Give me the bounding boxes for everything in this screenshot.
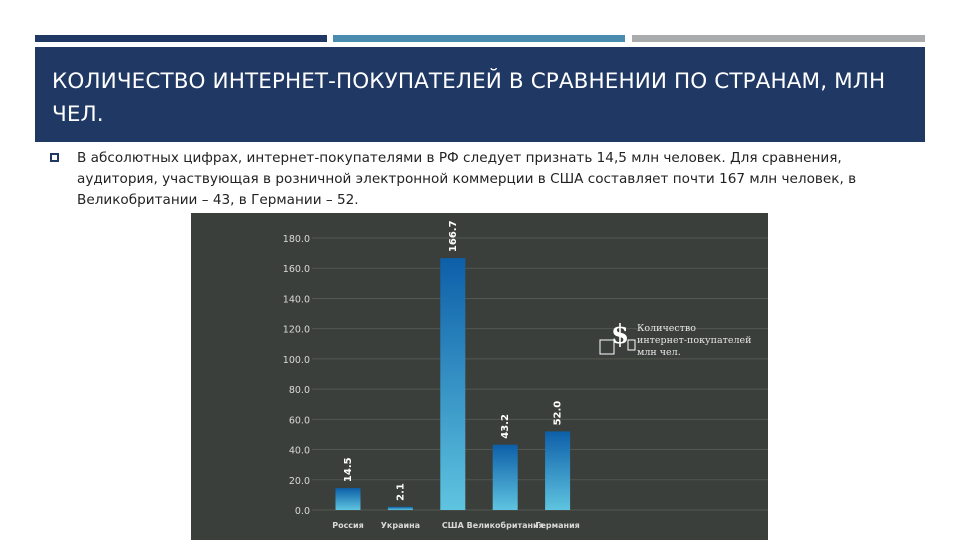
accent-bar-blue <box>333 35 625 42</box>
x-axis-labels <box>332 520 580 530</box>
title-banner <box>35 47 925 142</box>
y-tick-label: 140.0 <box>282 294 310 306</box>
bar <box>388 507 413 510</box>
chart-legend <box>600 320 751 358</box>
bar <box>493 445 518 510</box>
top-accent-bars <box>35 35 925 42</box>
bar-chart <box>191 213 768 540</box>
bar-chart-svg <box>191 213 768 540</box>
legend-line: Количество <box>637 323 696 334</box>
accent-bar-navy <box>35 35 327 42</box>
dollar-icon: $ <box>611 320 630 350</box>
grid-lines <box>312 238 768 510</box>
x-tick-label: Великобритания <box>466 521 544 530</box>
bars <box>336 258 571 510</box>
y-tick-label: 60.0 <box>288 415 310 427</box>
x-tick-label: Германия <box>535 521 580 530</box>
legend-line: интернет-покупателей <box>637 335 752 346</box>
square-bullet-icon <box>50 153 59 162</box>
y-axis-ticks <box>283 234 310 517</box>
value-label: 52.0 <box>552 400 564 426</box>
slide-title: КОЛИЧЕСТВО ИНТЕРНЕТ-ПОКУПАТЕЛЕЙ В СРАВНЕНИИ ПО СТРАНАМ, МЛН ЧЕЛ. <box>52 69 886 127</box>
x-tick-label: США <box>441 521 464 530</box>
bar <box>336 488 361 510</box>
bullet-text: В абсолютных цифрах, интернет-покупателями в РФ следует признать 14,5 млн человек. Для сравнения, аудитория, участвующая в розничной электронной коммерции в США составляет почти 167 млн человек, в Великобритании – 43, в Германии – 52. <box>77 150 857 208</box>
y-tick-label: 20.0 <box>288 475 310 487</box>
value-label: 2.1 <box>395 483 407 501</box>
x-tick-label: Украина <box>380 521 421 530</box>
y-tick-label: 160.0 <box>282 264 310 276</box>
accent-bar-gray <box>632 35 925 42</box>
y-tick-label: 0.0 <box>294 506 310 517</box>
value-label: 166.7 <box>447 220 459 253</box>
legend-line: млн чел. <box>637 347 681 358</box>
bar <box>440 258 465 510</box>
x-tick-label: Россия <box>332 521 364 530</box>
value-label: 43.2 <box>500 414 512 439</box>
y-tick-label: 80.0 <box>288 385 310 397</box>
y-tick-label: 40.0 <box>288 445 310 457</box>
y-tick-label: 120.0 <box>282 324 310 336</box>
value-label: 14.5 <box>343 457 354 483</box>
bar <box>545 431 570 510</box>
y-tick-label: 100.0 <box>282 354 310 366</box>
y-tick-label: 180.0 <box>282 234 310 245</box>
